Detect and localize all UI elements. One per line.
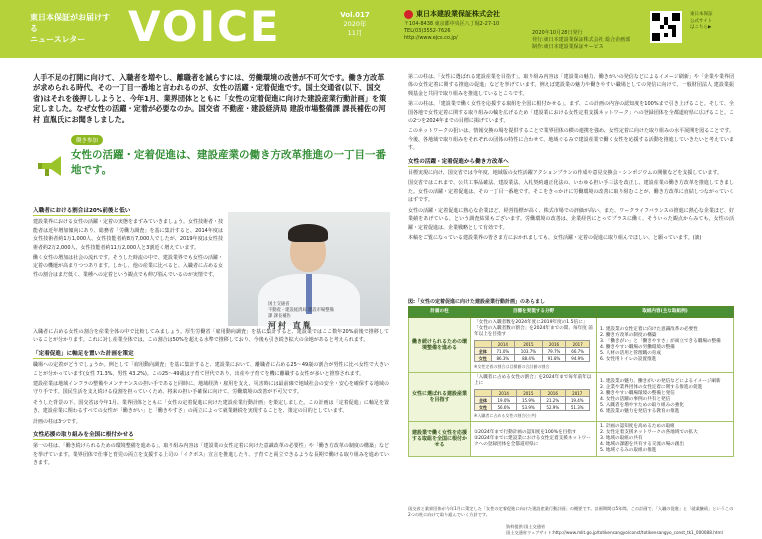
lead-paragraph: 人手不足の打開に向けて、入職者を増やし、離職者を減らすには、労働環境の改善が不可欠です。働き方改革が求められる時代、その一丁目一番地と言われるのが、女性の活躍・定着促進です。国土交通省(以下、国交省)はそれを後押ししようと、今年1月、業界団体とともに「女性の定着促進に向けた建設産業行動計画」を策定しました。なぜ女性の活躍・定着が必要なのか。国交省 不動産・建設経済局 建設市場整備課 課長補佐の河村 直胤氏にお聞きしました。 <box>33 73 387 124</box>
stats-cell: 女性 <box>475 404 492 411</box>
action-item: 2. 女性定着支援ネットワークの各地域での拡大 <box>600 430 698 435</box>
table-row <box>409 422 734 457</box>
action-item: 6. 女性用トイレの設置推進 <box>600 357 657 362</box>
stats-cell: 56.6% <box>492 404 516 411</box>
body-paragraph: 国交省ではこれまで、公共工事品確法、建設業法、入札契約適正化法の、いわゆる担い手三法を改正し、建設産業の働き方改革を推進してきました。女性の活躍・定着促進は、その一丁目一番地です。そこをきっかけに労働環境の改善に取り組むことが、働き方改革に直結しつながっていくはずです。 <box>408 180 734 204</box>
table-header-cell: 計画の柱 <box>409 307 471 318</box>
stats-cell: 全体 <box>475 397 492 404</box>
sns-line-3: はこちら▶ <box>690 25 712 30</box>
issue-month: 11月 <box>347 29 363 37</box>
sns-line-1: 東日本保証 <box>690 12 713 17</box>
body-paragraph: 建設業界における女性の活躍・定着の実態をまずみていきましょう。女性技術者・技能者は近年増加傾向にあり、総務省「労働力調査」を基に集計すると、2014年度は女性技術者約1万1,000人、女性技能者約8万7,000人でしたが、2019年度は女性技術者約2万2,000人、女性技能者約11万2,000人と3割近く増えています。 <box>33 219 224 251</box>
stats-row <box>475 355 590 362</box>
stats-cell: 19.0% <box>492 397 516 404</box>
action-item: 3. 働きやすい職場環境の整備と発信 <box>600 391 675 396</box>
sns-line-2: 公式サイト <box>690 18 713 24</box>
stats-cell: 2016 <box>541 390 565 397</box>
actions-cell <box>597 373 734 422</box>
goal-text: 「入職者に占める女性の割合」を2024年まで毎年前年以上に <box>474 375 592 386</box>
interview-intro <box>33 124 389 202</box>
table-header-cell: 取組内容(主な取組例) <box>597 307 734 318</box>
stats-cell: 2016 <box>542 341 566 348</box>
stats-cell: 全体 <box>475 348 492 355</box>
body-paragraph: 女性の活躍・定着促進に熱心な企業ほど、経営指標が高く、株式市場での評価が高い、また、ワークライフバランスの推進に熱心な企業ほど、好業績をあげている、という調査結果もございます。労働環境の改善は、企業経営にとってプラスに働く、そういった観点からみても、女性の活躍・定着促進は、企業戦略として有効です。 <box>408 207 734 231</box>
publish-date: 2020年10月28日発行 <box>532 30 583 36</box>
goal-text: 「女性の入職者数を2024年度に2019年度の1.5倍に」「女性の入職者数の割合」を2024年までの間、毎年度 前年以上を目指す <box>474 320 593 337</box>
body-paragraph: 第二の柱は、「女性に選ばれる建設産業を目指す」。取り組み内容は「建設業の魅力、働きがいの発信などによるイメージ刷新」や「企業や業界団体の女性定着に関する推進の促進」などを挙げています。例えば建設業の魅力や働きやすい職場としての発信に向けて、一般財団法人 建設業振興基金と共同で取り組みを推進しているところです。 <box>408 74 734 97</box>
body-paragraph: 本稿をご覧になっている建設業界の皆さま方におかれましても、女性活躍・定着の促進に取り組んでほしい、と願っています。(談) <box>408 234 702 241</box>
action-plan-table <box>408 306 734 457</box>
table-row <box>409 318 734 373</box>
section-heading-1: 入職者における割合は20%前後と低い <box>33 207 130 216</box>
caption-org: 国土交通省 <box>268 302 290 307</box>
action-item: 4. 働きやすい職場の労働環境の整備 <box>600 345 675 350</box>
section-heading-4: 女性の活躍・定着促進から働き方改革へ <box>408 158 509 167</box>
actions-cell <box>597 422 734 457</box>
goal-note: ※入職者に占める女性の割合(公共) <box>474 413 537 418</box>
body-paragraph: 第三の柱は、「建設業で働く女性を応援する取組を全国に根付かせる」。まず、この計画の内容の認知度を100%まで引き上げること。そして、全国各地で女性定着に関する取り組みの輪を広げるため「建設業における女性定着支援ネットワーク」への登録団体を全都道府県に広げること。この2つを2024年までの目標に掲げています。 <box>408 101 734 125</box>
action-item: 3. 「働きがい」と「働きやすさ」が両立できる職場の整備 <box>600 339 721 344</box>
publisher: 発行:東日本建設業保証株式会社 総合企画部 <box>532 37 631 43</box>
plan-pillar-cell: 建設業で働く女性を応援する取組を全国に根付かせる <box>409 422 471 457</box>
stats-row <box>475 397 590 404</box>
body-paragraph: 第一の柱は、「働き続けられるための環境整備を進める」。取り組み内容は「建設業の女性定着に向けた意識改革の必要性」や「働き方改革の制度の構築」などを挙げています。業界団体で仕事と育児の両立を支援する上司の「イクボス」宣言を推進したり、子育てと両立できるような長期で働ける取り組みを進めていきます。 <box>33 443 389 467</box>
action-item: 2. 企業や業界団体の女性定着に関する推進の促進 <box>600 385 703 390</box>
stats-cell: 19.4% <box>565 397 589 404</box>
brand-line-1: 東日本保証がお届けする <box>30 13 110 33</box>
stats-cell: 15.9% <box>516 397 540 404</box>
producer: 制作:東日本建設業保証サービス <box>532 44 604 50</box>
goal-text: ①2024年まで行動計画の認知度を100%を目指す ②2024年までに建設業における女性定着支援ネットワークへの登録団体を全都道府県に <box>474 430 591 447</box>
stats-row <box>475 341 590 348</box>
vol-label: Vol.017 <box>340 11 370 19</box>
action-item: 4. 地域の課題を共有する交流の場の創出 <box>600 442 684 447</box>
table-row <box>409 373 734 422</box>
company-tel: TEL(03)3552-7626 <box>404 28 451 34</box>
action-item: 6. 建設業の魅力を発信する教育の推進 <box>600 409 680 414</box>
issue-year: 2020年 <box>343 20 367 28</box>
action-item: 4. 女性の活躍の事例の共有と発信 <box>600 397 671 402</box>
action-item: 1. 建設業の女性定着に向けた意識改革の必要性 <box>600 327 698 332</box>
photo-caption <box>268 302 338 331</box>
qr-code-icon[interactable] <box>650 11 682 43</box>
action-item: 1. 建設業の魅力、働きがいの発信などによるイメージ刷新 <box>600 379 721 384</box>
stats-cell <box>475 341 492 348</box>
stats-cell: 52.9% <box>541 404 565 411</box>
body-paragraph: このネットワークの狙いは、情報交換の場を提供することで業界団体の横の連携を強め、女性定着に向けた取り組みの水平展開を図ることです。今後、各地域で取り組みをそれぞれの団体の特性に合わせて、地域ぐるみで建設産業で働く女性を応援する活動を推進していきたいと考えています。 <box>408 128 734 152</box>
body-paragraph: 目標実現に向け、国交省では今年度、地域版の女性活躍アクションプランの作成や意見交換会・シンポジウムの開催などを支援しています。 <box>408 170 722 177</box>
stats-row <box>475 404 590 411</box>
right-column <box>408 73 734 244</box>
stats-cell: 86.3% <box>491 355 515 362</box>
stats-cell: 2014 <box>491 341 515 348</box>
goal-stats-table <box>474 340 590 362</box>
stats-row <box>475 348 590 355</box>
action-item: 1. 計画の認知度を高めるための取組 <box>600 424 675 429</box>
table-header-cell: 目標を実現する分野 <box>471 307 597 318</box>
action-item: 5. 地域ぐるみの取組の推進 <box>600 448 657 453</box>
company-info <box>404 10 634 50</box>
action-item: 2. 働き方改革の制度の構築 <box>600 333 657 338</box>
stats-cell <box>475 390 492 397</box>
table-header-row <box>409 307 734 318</box>
plan-pillar-cell: 女性に選ばれる建設産業を目指す <box>409 373 471 422</box>
stats-row <box>475 390 590 397</box>
megaphone-icon <box>37 154 67 178</box>
section-heading-3: 女性応援の取り組みを全国に根付かせる <box>33 431 134 440</box>
stats-cell: 2015 <box>515 341 542 348</box>
stats-cell: 91.8% <box>542 355 566 362</box>
stats-cell: 88.4% <box>515 355 542 362</box>
goal-stats-table <box>474 389 590 411</box>
stats-cell: 71.0% <box>491 348 515 355</box>
company-name-text: 東日本建設業保証株式会社 <box>416 10 500 18</box>
goal-cell <box>471 318 597 373</box>
table-footnote: 国交省と業界団体が今年1月に策定した「女性の定着促進に向けた建設産業行動計画」の概要です。計画期間は5年間。この計画で、「入職の促進」と「就業継続」というこの2つの柱に向けて取り組んでいく方針です。 <box>408 506 734 517</box>
company-name <box>404 10 634 19</box>
body-paragraph: 職場への定着がどうでしょうか。例として「雇用動向調査」を基に集計すると、建設業において、離職者に占める25〜49歳の割合が男性に比べ女性で大きいことが分かっています(女性 71.3%、男性 43.2%)。この25〜49歳は子育て世代であり、出産や子育てを機に離職する女性が多いと推察されます。 <box>33 362 389 377</box>
interview-headline: 女性の活躍・定着促進は、建設産業の働き方改革推進の一丁目一番地です。 <box>71 149 386 176</box>
caption-name: 河村 直胤 <box>268 321 313 330</box>
masthead <box>0 0 762 58</box>
website-link-note <box>690 12 750 32</box>
goal-cell <box>471 422 597 457</box>
caption-title: 不動産・建設経済局 建設市場整備課 課長補佐 <box>268 308 334 319</box>
issue-number <box>330 11 380 38</box>
source-note <box>506 524 734 535</box>
source-url[interactable]: 国土交通省ウェブサイト:http://www.mlit.go.jp/totikensangyo/const/totikensangyo_const_tk1_000088.html <box>506 529 723 535</box>
section-tag: 働き参加 <box>71 135 103 145</box>
stats-cell: 2017 <box>566 341 590 348</box>
stats-cell: 66.7% <box>566 348 590 355</box>
publication-info <box>532 30 642 51</box>
goal-note: ※女性定着の割合は目標値の合計値の割合 <box>474 364 550 369</box>
photo-hair <box>288 224 328 242</box>
actions-cell <box>597 318 734 373</box>
left-column-lower <box>33 328 389 470</box>
stats-cell: 94.9% <box>566 355 590 362</box>
action-item: 5. 入職者を増やすための取り組みの強化 <box>600 403 684 408</box>
source-credit: 資料提供:国土交通省 <box>506 524 546 529</box>
stats-cell: 2017 <box>565 390 589 397</box>
stats-cell: 21.2% <box>541 397 565 404</box>
left-column-upper <box>33 204 223 281</box>
stats-cell: 女性 <box>475 355 492 362</box>
stats-cell: 51.3% <box>565 404 589 411</box>
stats-cell: 79.7% <box>542 348 566 355</box>
stats-cell: 53.9% <box>516 404 540 411</box>
stats-cell: 2014 <box>492 390 516 397</box>
stats-cell: 103.7% <box>515 348 542 355</box>
company-url[interactable]: http://www.ejcs.co.jp/ <box>404 35 458 41</box>
table-title: 図:「女性の定着促進に向けた建設産業行動計画」のあらまし <box>408 299 546 305</box>
company-logo-icon <box>404 10 413 19</box>
stats-cell: 2015 <box>516 390 540 397</box>
body-paragraph: 働く女性の増加は社会の流れです。そうした時流の中で、建設業界でも女性の活躍・定着の機運が高まりつつあります。しかし、他の産業に比べると、入職者に占める女性の割合はまだ低く、業種への定着という観点でも伸び悩んでいるのが実情です。 <box>33 255 223 278</box>
body-paragraph: 建設産業は地域インフラの整備やメンテナンスの担い手であると同時に、地域経済・雇用を支え、災害時には最前線で地域社会の安全・安心を確保する地域の守り手です。国民生活を支え続ける役割を担っていくため、将来の担い手確保に向けて、労働環境の改善が不可欠です。 <box>33 381 389 396</box>
plan-pillar-cell: 働き続けられるための環境整備を進める <box>409 318 471 373</box>
action-item: 5. 人材の活用と管理職の育成 <box>600 351 661 356</box>
brand-line-2: ニュースレター <box>30 35 86 44</box>
body-paragraph: 入職者に占める女性の割合を産業全体の中で比較してみましょう。厚生労働省「雇用動向調査」を基に集計すると、建設業ではここ数年20%前後で推移していることが分かります。これに対し産業全体では、この割合は50%を超える水準で推移しており、今後も引き続き拡大の余地があると考えられます。 <box>33 329 389 344</box>
body-paragraph: そうした背景の下、国交省は今年1月、業界団体とともに「女性の定着促進に向けた建設産業行動計画」を策定しました。この計画は「定着促進」に軸足を置き、建設産業に関わるすべての女性が「働きがい」と「働きやすさ」の両立によって就業継続を実現することを、策定の目的としています。 <box>33 399 389 415</box>
goal-cell <box>471 373 597 422</box>
section-heading-2: 「定着促進」に軸足を置いた計画を策定 <box>33 350 134 359</box>
brand-tagline <box>30 12 110 45</box>
company-address: 〒104-8438 東京都中央区八丁堀2-27-10 <box>404 21 500 27</box>
action-item: 3. 地域の取組の共有 <box>600 436 643 441</box>
voice-logo: VOICE <box>128 2 281 51</box>
body-paragraph: 計画の柱は3つです。 <box>33 418 81 425</box>
